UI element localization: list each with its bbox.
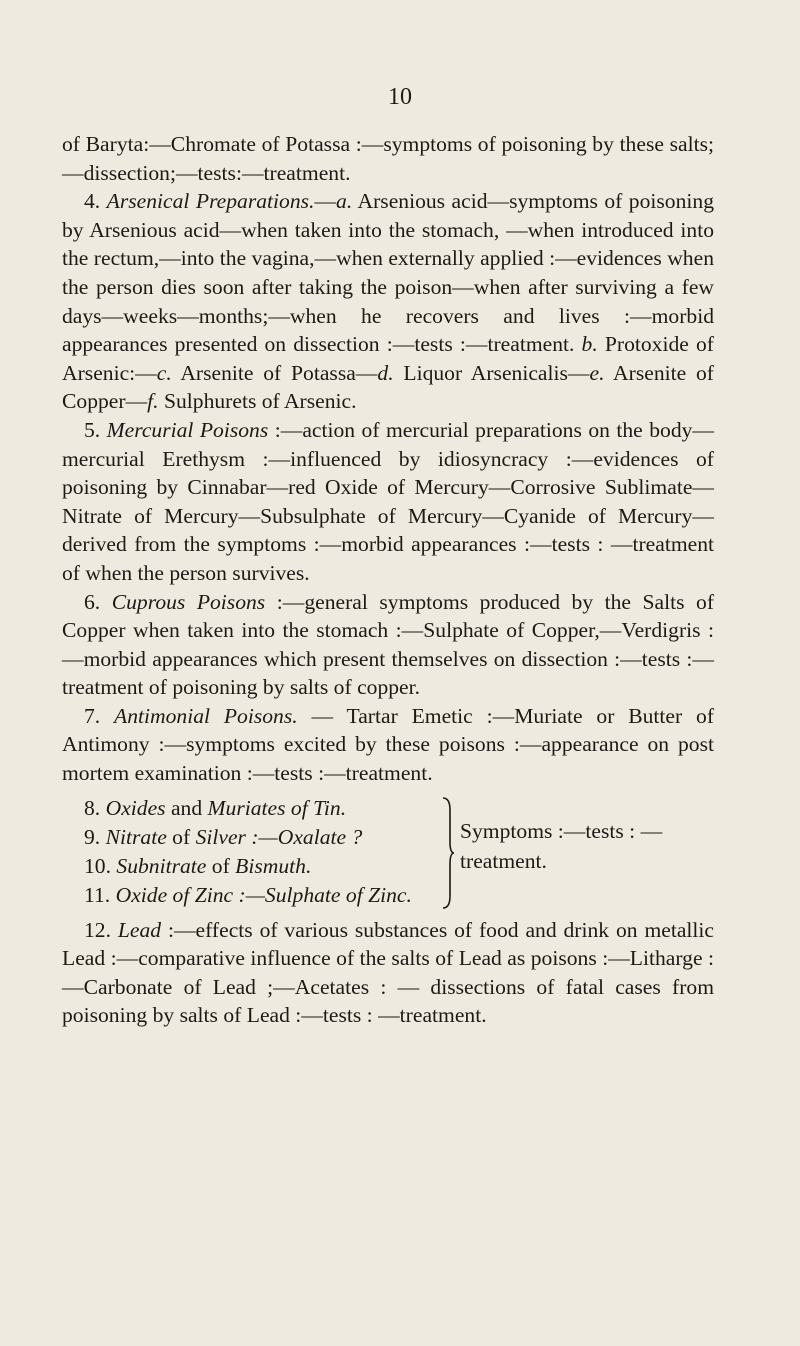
list-item-tin: 8. Oxides and Muriates of Tin. <box>84 795 347 820</box>
right-brace-icon <box>442 796 454 910</box>
page-number: 10 <box>388 84 412 110</box>
shared-note: Symptoms :—tests : —treatment. <box>460 818 663 873</box>
list-item-zinc: 11. Oxide of Zinc :—Sulphate of Zinc. <box>84 882 412 907</box>
paragraph-arsenical: 4. Arsenical Preparations.—a. Arsenious acid—symptoms of poisoning by Arsenious acid—when taken into the stomach, —when introduced into the rectum,—into the vagina,—when externally applied :—evidences when the person dies soon after taking the poison—when after surviving a few days—weeks—months;—when he recovers and lives :—morbid appearances presented on dissection :—tests :—treatment. b. Protoxide of Arsenic:—c. Arsenite of Potassa—d. Liquor Arsenicalis—e. Arsenite of Copper—f. Sulphurets of Arsenic. <box>62 189 714 414</box>
list-item-silver: 9. Nitrate of Silver :—Oxalate ? <box>84 824 363 849</box>
paragraph-baryta: of Baryta:—Chromate of Potassa :—symptoms of poisoning by these salts;—dissection;—tests:—treatment. <box>62 132 714 185</box>
paragraph-antimonial: 7. Antimonial Poisons. — Tartar Emetic :—Muriate or Butter of Antimony :—symptoms excited by these poisons :—appearance on post mortem examination :—tests :—treatment. <box>62 703 715 786</box>
paragraph-lead: 12. Lead :—effects of various substances of food and drink on metallic Lead :—comparative influence of the salts of Lead as poisons :—Litharge :—Carbonate of Lead ;—Acetates : — dissections of fatal cases from poisoning by salts of Lead :—tests : —treatment. <box>62 917 714 1028</box>
body-text <box>62 130 714 1030</box>
list-item-bismuth: 10. Subnitrate of Bismuth. <box>84 853 312 878</box>
grouped-list <box>62 794 714 912</box>
paragraph-mercurial: 5. Mercurial Poisons :—action of mercurial preparations on the body—mercurial Erethysm :—influenced by idiosyncracy :—evidences of poisoning by Cinnabar—red Oxide of Mercury—Corrosive Sublimate—Nitrate of Mercury—Subsulphate of Mercury—Cyanide of Mercury—derived from the symptoms :—morbid appearances :—tests : —treatment of when the person survives. <box>62 417 715 585</box>
paragraph-cuprous: 6. Cuprous Poisons :—general symptoms produced by the Salts of Copper when taken into the stomach :—Sulphate of Copper,—Verdigris :—morbid appearances which present themselves on dissection :—tests :—treatment of poisoning by salts of copper. <box>62 589 715 700</box>
